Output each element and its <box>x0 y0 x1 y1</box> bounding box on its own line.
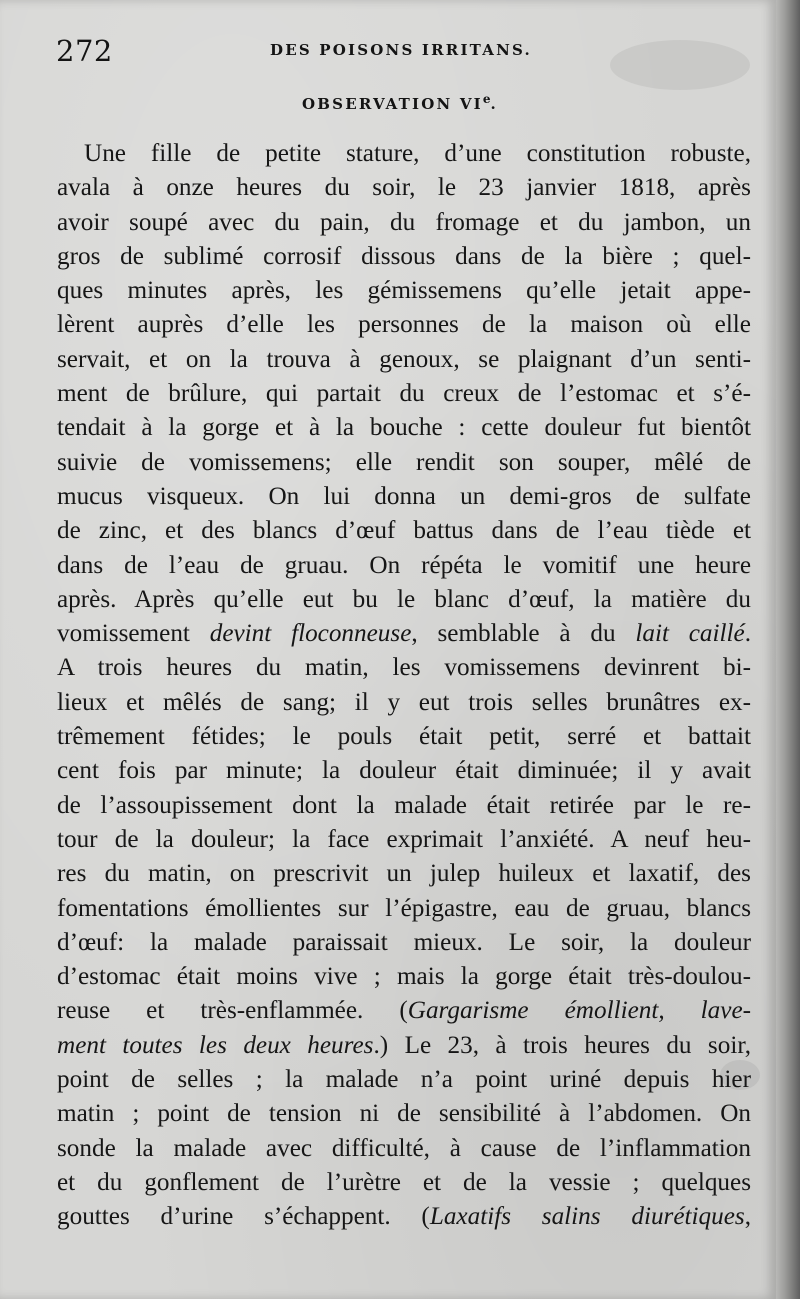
text-segment: ques minutes après, les gémissemens qu’elle jetait appe- <box>57 277 751 305</box>
text-line <box>57 377 751 411</box>
running-title: DES POISONS IRRITANS. <box>270 41 532 59</box>
text-line <box>57 960 751 994</box>
text-line <box>57 1097 751 1131</box>
text-line <box>57 1200 751 1234</box>
text-line <box>57 789 751 823</box>
body-text <box>57 137 751 1235</box>
text-segment: matin ; point de tension ni de sensibilité à l’abdomen. On <box>57 1100 751 1128</box>
text-segment: de zinc, et des blancs d’œuf battus dans de l’eau tiède et <box>57 517 751 545</box>
text-line <box>57 892 751 926</box>
text-line <box>57 308 751 342</box>
page-edge <box>776 0 800 1299</box>
italic-text: Laxatifs salins diurétiques <box>429 1203 745 1231</box>
text-line <box>57 617 751 651</box>
text-segment: lieux et mêlés de sang; il y eut trois selles brunâtres ex- <box>57 688 751 716</box>
text-line <box>57 720 751 754</box>
text-segment: d’œuf: la malade paraissait mieux. Le soir, la douleur <box>57 928 751 956</box>
text-line <box>57 1166 751 1200</box>
text-segment: mucus visqueux. On lui donna un demi-gros de sulfate <box>57 482 751 510</box>
running-head <box>56 34 750 74</box>
text-segment: , <box>744 1203 751 1231</box>
text-segment: . <box>744 620 751 648</box>
text-segment: res du matin, on prescrivit un julep huileux et laxatif, des <box>57 860 751 888</box>
page-number: 272 <box>56 34 113 68</box>
observation-heading <box>0 92 800 113</box>
text-segment: dans de l’eau de gruau. On répéta le vomitif une heure <box>57 551 751 579</box>
text-segment: .) Le 23, à trois heures du soir, <box>373 1031 751 1059</box>
text-line <box>57 171 751 205</box>
text-line <box>57 651 751 685</box>
text-line <box>57 549 751 583</box>
text-line <box>57 994 751 1028</box>
text-segment: avala à onze heures du soir, le 23 janvier 1818, après <box>57 174 751 202</box>
text-line <box>57 1132 751 1166</box>
text-segment: tendait à la gorge et à la bouche : cette douleur fut bientôt <box>57 414 751 442</box>
text-line <box>57 583 751 617</box>
text-segment: tour de la douleur; la face exprimait l’anxiété. A neuf heu- <box>57 825 751 853</box>
text-line <box>57 1063 751 1097</box>
text-segment: d’estomac était moins vive ; mais la gorge était très-doulou- <box>57 963 751 991</box>
text-segment: avoir soupé avec du pain, du fromage et du jambon, un <box>57 208 751 236</box>
text-line <box>57 514 751 548</box>
text-line <box>57 206 751 240</box>
observation-heading-superscript: e <box>482 92 491 106</box>
text-segment: ment de brûlure, qui partait du creux de l’estomac et s’é- <box>57 380 751 408</box>
text-segment: servait, et on la trouva à genoux, se plaignant d’un senti- <box>57 345 751 373</box>
text-line <box>57 926 751 960</box>
text-segment: sonde la malade avec difficulté, à cause de l’inflammation <box>57 1134 751 1162</box>
text-segment: fomentations émollientes sur l’épigastre, eau de gruau, blancs <box>57 894 751 922</box>
text-segment: vomissement <box>57 620 210 648</box>
text-segment: Une fille de petite stature, d’une constitution robuste, <box>84 140 751 167</box>
text-segment: gros de sublimé corrosif dissous dans de la bière ; quel- <box>57 242 751 270</box>
text-line <box>57 137 751 171</box>
text-line <box>57 1029 751 1063</box>
text-segment: de l’assoupissement dont la malade était retirée par le re- <box>57 791 751 819</box>
text-line <box>57 411 751 445</box>
text-segment: suivie de vomissemens; elle rendit son souper, mêlé de <box>57 448 751 476</box>
text-line <box>57 446 751 480</box>
italic-text: lait caillé <box>635 620 745 648</box>
italic-text: ment toutes les deux heures <box>57 1031 374 1059</box>
text-line <box>57 754 751 788</box>
observation-heading-suffix: . <box>490 95 498 113</box>
text-segment: gouttes d’urine s’échappent. ( <box>57 1203 430 1231</box>
text-line <box>57 480 751 514</box>
text-line <box>57 240 751 274</box>
text-line <box>57 823 751 857</box>
observation-heading-text: OBSERVATION VI <box>302 95 483 113</box>
text-segment: , semblable à du <box>411 620 636 648</box>
text-segment: et du gonflement de l’urètre et de la vessie ; quelques <box>57 1168 751 1196</box>
text-segment: lèrent auprès d’elle les personnes de la maison où elle <box>57 311 751 339</box>
text-segment: A trois heures du matin, les vomissemens devinrent bi- <box>57 654 751 682</box>
text-line <box>57 343 751 377</box>
italic-text: Gargarisme émollient, lave- <box>407 997 752 1025</box>
text-line <box>57 686 751 720</box>
text-segment: point de selles ; la malade n’a point uriné depuis hier <box>57 1066 751 1094</box>
text-line <box>57 857 751 891</box>
text-segment: cent fois par minute; la douleur était diminuée; il y avait <box>57 757 751 785</box>
italic-text: devint floconneuse <box>209 620 412 648</box>
text-segment: reuse et très-enflammée. ( <box>57 997 408 1025</box>
text-segment: après. Après qu’elle eut bu le blanc d’œuf, la matière du <box>57 585 751 613</box>
text-line <box>57 274 751 308</box>
text-segment: trêmement fétides; le pouls était petit, serré et battait <box>57 723 751 751</box>
